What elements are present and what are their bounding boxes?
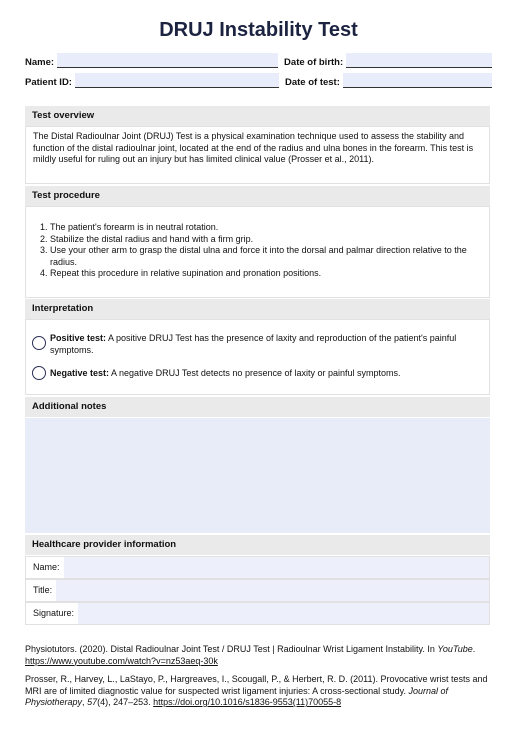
- negative-option: [32, 365, 484, 380]
- provider-name-label: Name:: [33, 562, 60, 572]
- provider-signature-label: Signature:: [33, 608, 75, 618]
- reference-1-sep: .: [472, 644, 476, 654]
- header-row-2: [25, 72, 492, 88]
- reference-2-volume: 57: [87, 697, 98, 707]
- positive-text: A positive DRUJ Test has the presence of laxity and reproduction of the patient's painful symptoms.: [50, 333, 457, 355]
- dob-label: Date of birth:: [284, 57, 344, 68]
- procedure-step: 2. Stabilize the distal radius and hand with a firm grip.: [50, 234, 482, 246]
- negative-label: Negative test:: [50, 368, 110, 378]
- provider-title-field[interactable]: [56, 580, 489, 601]
- procedure-step: 1. The patient's forearm is in neutral rotation.: [50, 222, 482, 234]
- reference-2-text: Prosser, R., Harvey, L., LaStayo, P., Hargreaves, I., Scougall, P., & Herbert, R. D. (2011). Provocative wrist tests and MRI are of limited diagnostic value for suspected wrist ligament injuries: A cross-sectional study.: [25, 674, 488, 696]
- patient-id-field[interactable]: [75, 73, 279, 88]
- provider-name-row: [25, 556, 490, 579]
- overview-body: [25, 126, 490, 184]
- reference-1: [25, 644, 492, 667]
- procedure-step: 4. Repeat this procedure in relative supination and pronation positions.: [50, 268, 482, 280]
- negative-text: A negative DRUJ Test detects no presence of laxity or painful symptoms.: [109, 368, 401, 378]
- notes-field[interactable]: [25, 418, 490, 533]
- provider-signature-field[interactable]: [78, 603, 489, 624]
- dob-field[interactable]: [346, 53, 492, 68]
- reference-2-journal: Journal of Physiotherapy: [25, 685, 449, 707]
- reference-1-link[interactable]: https://www.youtube.com/watch?v=nz53aeq-30k: [25, 655, 218, 666]
- procedure-body: [25, 206, 490, 298]
- provider-title-row: [25, 579, 490, 602]
- procedure-step: 3. Use your other arm to grasp the distal ulna and force it into the dorsal and palmar direction relative to the radius.: [50, 245, 482, 268]
- page-title: DRUJ Instability Test: [159, 19, 358, 41]
- date-of-test-label: Date of test:: [284, 77, 340, 88]
- reference-1-text: Physiotutors. (2020). Distal Radioulnar Joint Test / DRUJ Test | Radioulnar Wrist Ligament Instability. In: [25, 644, 438, 654]
- reference-2-pages: (4), 247–253.: [97, 697, 154, 707]
- name-field[interactable]: [57, 53, 278, 68]
- procedure-list: [26, 222, 489, 280]
- reference-1-source: YouTube: [437, 644, 473, 654]
- negative-radio[interactable]: [32, 366, 46, 380]
- date-of-test-field[interactable]: [343, 73, 492, 88]
- reference-2-link[interactable]: https://doi.org/10.1016/s1836-9553(11)70055-8: [153, 697, 342, 707]
- reference-2: [25, 674, 492, 709]
- provider-name-field[interactable]: [64, 557, 489, 578]
- negative-text-wrap: [50, 365, 401, 380]
- provider-title-label: Title:: [33, 585, 53, 595]
- positive-option: [32, 333, 484, 356]
- overview-heading: Test overview: [25, 106, 490, 126]
- patient-id-label: Patient ID:: [25, 77, 72, 88]
- provider-heading: Healthcare provider information: [25, 535, 490, 555]
- positive-label: Positive test:: [50, 333, 107, 343]
- interpretation-heading: Interpretation: [25, 299, 490, 319]
- header-row-1: [25, 52, 492, 68]
- positive-text-wrap: [50, 333, 484, 356]
- positive-radio[interactable]: [32, 336, 46, 350]
- procedure-heading: Test procedure: [25, 186, 490, 206]
- overview-text: The Distal Radioulnar Joint (DRUJ) Test is a physical examination technique used to assess the stability and function of the distal radioulnar joint, located at the end of the radius and ulna bones in the forearm. This test is mildly useful for ruling out an injury but has limited clinical value (Prosser et al., 2011).: [33, 131, 474, 164]
- notes-heading: Additional notes: [25, 397, 490, 417]
- interpretation-body: [25, 319, 490, 395]
- name-label: Name:: [25, 57, 55, 68]
- reference-2-sep: ,: [82, 697, 88, 707]
- provider-signature-row: [25, 602, 490, 625]
